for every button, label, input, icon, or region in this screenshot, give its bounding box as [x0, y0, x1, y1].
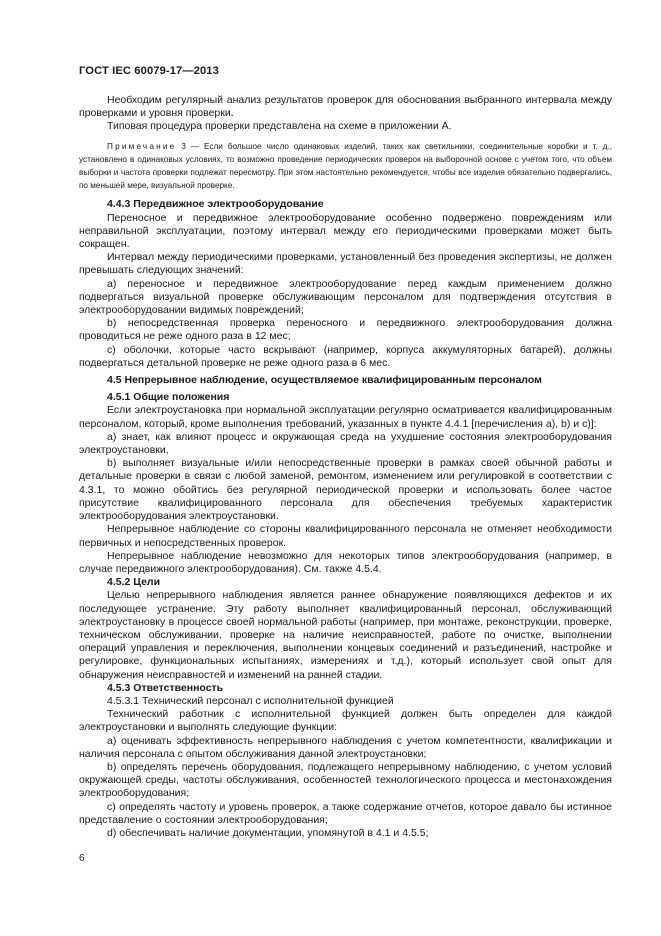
note-label: Примечание [107, 141, 177, 151]
paragraph: Целью непрерывного наблюдения является раннее обнаружение появляющихся дефектов и их последующее устранение. Эту работу выполняет квалифицированный персонал, обслуживающий электроустановку в процессе своей нормальной работы (например, при монтаже, реконструкции, проверке, техническом обслуживании, проверке на наличие неисправностей, работе по очистке, выполнении операций управления и переключения, выполнении концевых соединений и разъединений, настройке и регулировке, функциональных испытаниях, измерениях и т.д.), который использует свой опыт для обнаружения неисправностей и изменений на ранней стадии. [79, 589, 612, 681]
list-item: c) оболочки, которые часто вскрывают (например, корпуса аккумуляторных батарей), должны подвергаться детальной проверке не реже одного раза в 6 мес. [79, 343, 612, 369]
section-heading-4-5: 4.5 Непрерывное наблюдение, осуществляемое квалифицированным персоналом [107, 374, 542, 387]
document-header: ГОСТ IEC 60079-17—2013 [79, 65, 219, 77]
list-item: a) знает, как влияют процесс и окружающая среда на ухудшение состояния электрооборудования электроустановки, [79, 430, 612, 457]
list-item: d) обеспечивать наличие документации, упомянутой в 4.1 и 4.5.5; [107, 826, 429, 839]
section-heading-4-5-3: 4.5.3 Ответственность [107, 681, 224, 694]
note [79, 140, 612, 193]
page-number: 6 [79, 853, 85, 864]
list-item: b) непосредственная проверка переносного и передвижного электрооборудования должна проводиться не реже одного раза в 12 мес; [79, 317, 612, 343]
paragraph: Технический работник с исполнительной функцией должен быть определен для каждой электроустановки и выполнять следующие функции: [79, 708, 612, 734]
section-heading-4-5-3-1: 4.5.3.1 Технический персонал с исполнительной функцией [107, 694, 394, 707]
section-heading-4-5-1: 4.5.1 Общие положения [107, 391, 230, 404]
paragraph: Если электроустановка при нормальной эксплуатации регулярно осматривается квалифицированным персоналом, который, кроме выполнения требований, указанных в пункте 4.4.1 [перечисления а), b) и с)]: [79, 404, 612, 430]
list-item: a) оценивать эффективность непрерывного наблюдения с учетом компетентности, квалификации и наличия персонала с опытом обслуживания данной электроустановки; [79, 734, 612, 760]
note-text: 3 — Если большое число одинаковых изделий, таких как светильники, соединительные коробки и т. д., установлено в одинаковых условиях, то возможно проведение периодических проверок на выборочной основе с учетом того, что объем выборки и частота проверки подлежат пересмотру. При этом настоятельно рекомендуется, чтобы все изделия обязательно подвергались, по меньшей мере, визуальной проверке. [79, 141, 612, 191]
list-item: b) выполняет визуальные и/или непосредственные проверки в рамках своей обычной работы и детальные проверки в связи с любой заменой, ремонтом, изменением или регулировкой в соответствии с 4.3.1, то можно обойтись без регулярной периодической проверки и использовать более частое присутствие квалифицированного персонала для обеспечения требуемых характеристик электрооборудования электроустановки. [79, 457, 612, 523]
paragraph: Переносное и передвижное электрооборудование особенно подвержено повреждениям или неправильной эксплуатации, поэтому интервал между его периодическими проверками может быть сокращен. [79, 211, 612, 251]
list-item: a) переносное и передвижное электрооборудование перед каждым применением должно подвергаться визуальной проверке обслуживающим персоналом для подтверждения отсутствия в электрооборудовании видимых повреждений; [79, 277, 612, 317]
paragraph: Необходим регулярный анализ результатов проверок для обоснования выбранного интервала между проверками и уровня проверки. [79, 94, 612, 120]
document-body [79, 94, 612, 840]
list-item: c) определять частоту и уровень проверок, а также содержание отчетов, которое давало бы истинное представление о состоянии электрооборудования; [79, 800, 612, 826]
list-item: b) определять перечень оборудования, подлежащего непрерывному наблюдению, с учетом условий окружающей среды, частоты обслуживания, особенностей технологического процесса и местонахождения электрооборудования; [79, 760, 612, 800]
paragraph: Непрерывное наблюдение невозможно для некоторых типов электрооборудования (например, в случае передвижного электрооборудования). См. также 4.5.4. [79, 549, 612, 575]
paragraph: Непрерывное наблюдение со стороны квалифицированного персонала не отменяет необходимости первичных и непосредственных проверок. [79, 523, 612, 549]
section-heading-4-4-3: 4.4.3 Передвижное электрооборудование [107, 198, 324, 211]
paragraph: Типовая процедура проверки представлена на схеме в приложении А. [107, 120, 452, 133]
paragraph: Интервал между периодическими проверками, установленный без проведения экспертизы, не должен превышать следующих значений: [79, 251, 612, 277]
section-heading-4-5-2: 4.5.2 Цели [107, 576, 161, 589]
